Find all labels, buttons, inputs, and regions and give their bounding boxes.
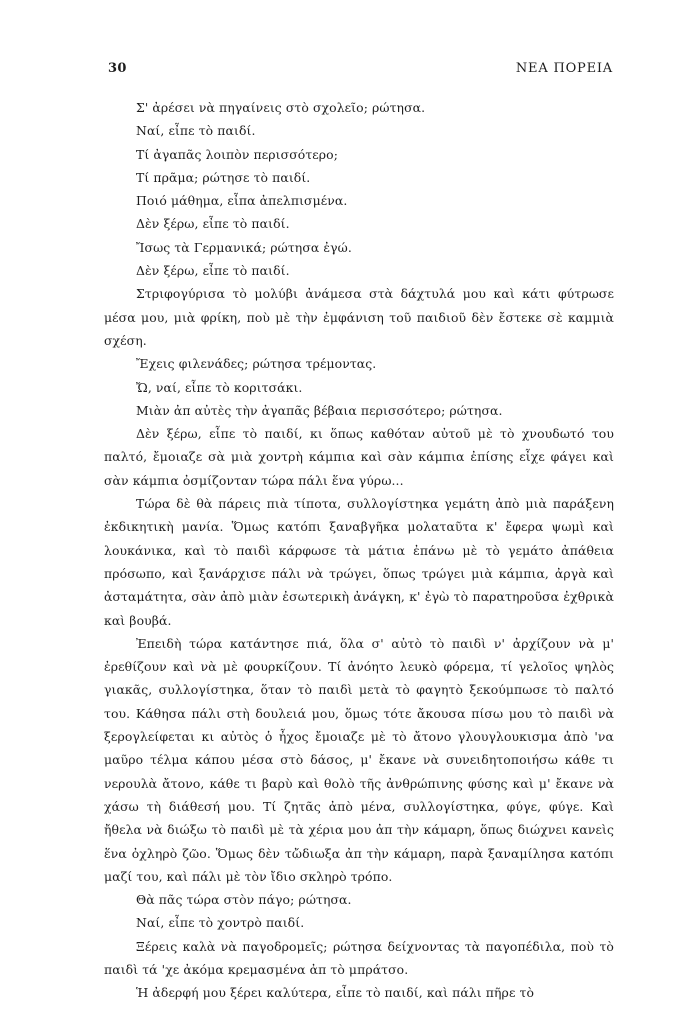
- page-number: 30: [108, 61, 127, 76]
- paragraph: Θὰ πᾶς τώρα στὸν πάγο; ρώτησα.: [136, 892, 352, 908]
- paragraph: Ἴσως τὰ Γερμανικά; ρώτησα ἐγώ.: [136, 239, 352, 255]
- paragraph: Ξέρεις καλὰ νὰ παγοδρομεῖς; ρώτησα δείχνοντας τὰ παγοπέδιλα, ποὺ τὸ παιδὶ τά 'χε ἀκόμα κρεμασμένα ἀπ τὸ μπράτσο.: [104, 938, 614, 977]
- running-title: ΝΕΑ ΠΟΡΕΙΑ: [515, 61, 613, 76]
- paragraph: Μιὰν ἀπ αὐτὲς τὴν ἀγαπᾶς βέβαια περισσότερο; ρώτησα.: [136, 402, 503, 418]
- paragraph: Ἐπειδὴ τώρα κατάντησε πιά, ὅλα σ' αὐτὸ τὸ παιδὶ ν' ἀρχίζουν νὰ μ' ἐρεθίζουν καὶ νὰ μὲ φουρκίζουν. Τί ἀνόητο λευκὸ φόρεμα, τί γελοῖος ψηλὸς γιακᾶς, συλλογίστηκα, ὅταν τὸ παιδὶ μετὰ τὸ φαγητὸ ξεκούμπωσε τὸ παλτό του. Κάθησα πάλι στὴ δουλειά μου, ὅμως τότε ἄκουσα πίσω μου τὸ παιδὶ νὰ ξερογλείφεται κι αὐτὸς ὁ ἦχος ἔμοιαζε μὲ τὸ ἄτονο γλουγλουκισμα ἀπὸ 'να μαῦρο τέλμα κάπου μέσα στὸ δάσος, μ' ἔκανε νὰ συνειδητοποιήσω κάθε τι νερουλὰ ἄτονο, κάθε τι βαρὺ καὶ θολὸ τῆς ἀνθρώπινης φύσης καὶ μ' ἔκανε νὰ χάσω τὴ διάθεσή μου. Τί ζητᾶς ἀπὸ μένα, συλλογίστηκα, φύγε, φύγε. Καὶ ἤθελα νὰ διώξω τὸ παιδὶ μὲ τὰ χέρια μου ἀπ τὴν κάμαρη, ὅπως διώχνει κανεὶς ἕνα ὀχληρὸ ζῶο. Ὅμως δὲν τὤδιωξα ἀπ τὴν κάμαρη, παρὰ ξαναμίλησα κατόπι μαζί του, καὶ πάλι μὲ τὸν ἴδιο σκληρὸ τρόπο.: [104, 635, 614, 884]
- body-text: [104, 96, 614, 1005]
- paragraph: Ποιό μάθημα, εἶπα ἀπελπισμένα.: [136, 193, 348, 209]
- paragraph: Δὲν ξέρω, εἶπε τὸ παιδί.: [136, 216, 290, 232]
- paragraph: Δὲν ξέρω, εἶπε τὸ παιδί.: [136, 263, 290, 279]
- paragraph: Ὤ, ναί, εἶπε τὸ κοριτσάκι.: [136, 379, 303, 395]
- paragraph: Στριφογύρισα τὸ μολύβι ἀνάμεσα στὰ δάχτυλά μου καὶ κάτι φύτρωσε μέσα μου, μιὰ φρίκη, ποὺ μὲ τὴν ἐμφάνιση τοῦ παιδιοῦ δὲν ἔστεκε σὲ καμμιὰ σχέση.: [104, 286, 614, 348]
- paragraph: Τώρα δὲ θὰ πάρεις πιὰ τίποτα, συλλογίστηκα γεμάτη ἀπὸ μιὰ παράξενη ἐκδικητικὴ μανία. Ὅμως κατόπι ξαναβγῆκα μολαταῦτα κ' ἔφερα ψωμὶ καὶ λουκάνικα, καὶ τὸ παιδὶ κάρφωσε τὰ μάτια ἐπάνω μὲ τὸ γεμάτο ἀπάθεια πρόσωπο, καὶ ξανάρχισε πάλι νὰ τρώγει, ὅπως τρώγει μιὰ κάμπια, ἀργὰ καὶ ἀσταμάτητα, σὰν ἀπὸ μιὰν ἐσωτερικὴ ἀνάγκη, κ' ἐγὼ τὸ παρατηροῦσα ἐχθρικὰ καὶ βουβά.: [104, 496, 614, 628]
- paragraph: Τί πρᾶμα; ρώτησε τὸ παιδί.: [136, 169, 311, 185]
- paragraph: Ἡ ἀδερφή μου ξέρει καλύτερα, εἶπε τὸ παιδί, καὶ πάλι πῆρε τὸ: [136, 985, 535, 1001]
- paragraph: Δὲν ξέρω, εἶπε τὸ παιδί, κι ὅπως καθόταν αὐτοῦ μὲ τὸ χνουδωτό του παλτό, ἔμοιαζε σὰ μιὰ χοντρὴ κάμπια καὶ σὰν κάμπια ἐπίσης εἶχε φάγει καὶ σὰν κάμπια ὀσμίζονταν τώρα πάλι ἕνα γύρω...: [104, 426, 614, 488]
- paragraph: Ἔχεις φιλενάδες; ρώτησα τρέμοντας.: [136, 356, 377, 372]
- paragraph: Ναί, εἶπε τὸ χοντρὸ παιδί.: [136, 915, 305, 931]
- paragraph: Τί ἀγαπᾶς λοιπὸν περισσότερο;: [136, 146, 339, 162]
- paragraph: Ναί, εἶπε τὸ παιδί.: [136, 123, 256, 139]
- paragraph: Σ' ἀρέσει νὰ πηγαίνεις στὸ σχολεῖο; ρώτησα.: [136, 100, 426, 115]
